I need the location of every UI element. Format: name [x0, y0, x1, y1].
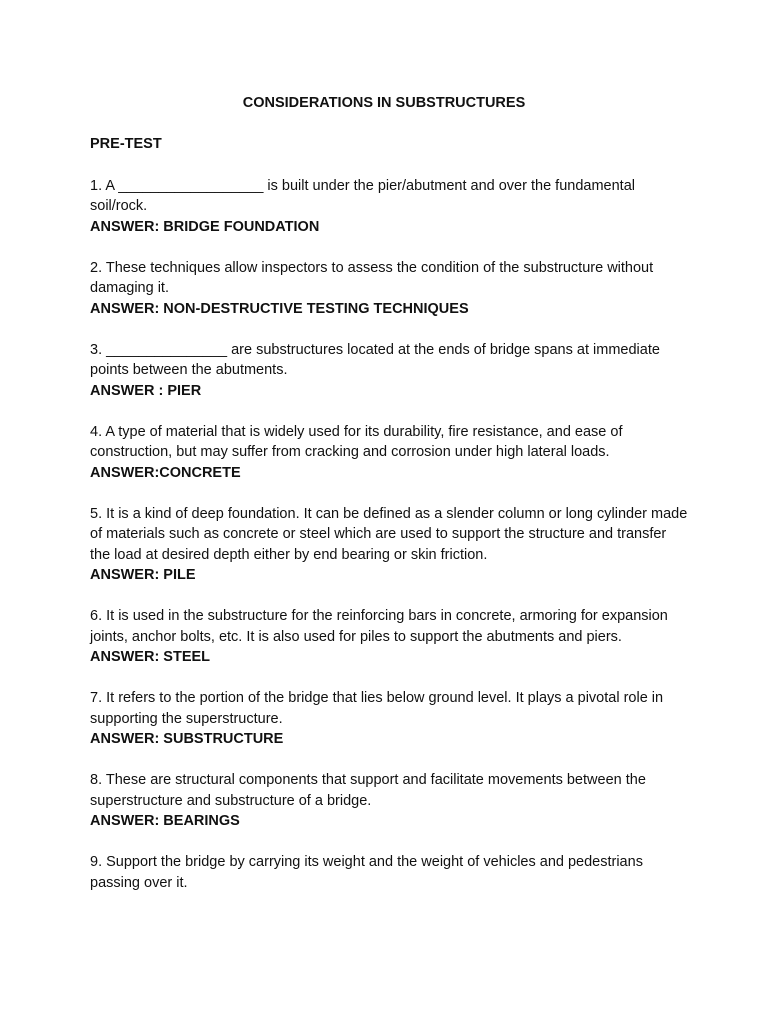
document-body	[90, 134, 690, 914]
answer-text: ANSWER: BEARINGS	[90, 813, 240, 829]
question-item-4	[90, 422, 690, 484]
document-title: CONSIDERATIONS IN SUBSTRUCTURES	[242, 95, 526, 111]
answer-text: ANSWER: STEEL	[90, 649, 211, 665]
question-text: 4. A type of material that is widely used for its durability, fire resistance, and ease of construction, but may suffer from cracking and corrosion under high lateral loads.	[90, 423, 623, 460]
answer-text: ANSWER:CONCRETE	[90, 464, 241, 481]
answer-text: ANSWER: PILE	[90, 567, 196, 583]
question-text: 8. These are structural components that support and facilitate movements between the superstructure and substructure of a bridge.	[90, 772, 646, 809]
question-text: 1. A __________________ is built under the pier/abutment and over the fundamental soil/rock.	[90, 177, 635, 214]
question-text: 2. These techniques allow inspectors to assess the condition of the substructure without damaging it.	[90, 259, 654, 296]
question-text: 3. _______________ are substructures located at the ends of bridge spans at immediate points between the abutments.	[90, 341, 660, 378]
answer-text: ANSWER: BRIDGE FOUNDATION	[90, 218, 320, 235]
question-item-7	[90, 688, 690, 750]
question-item-2	[90, 258, 690, 320]
question-item-1	[90, 176, 690, 238]
question-text: 9. Support the bridge by carrying its weight and the weight of vehicles and pedestrians passing over it.	[90, 854, 643, 891]
question-item-5	[90, 504, 690, 586]
question-item-3	[90, 340, 690, 402]
section-heading: PRE-TEST	[90, 136, 162, 152]
question-text: 6. It is used in the substructure for the reinforcing bars in concrete, armoring for expansion joints, anchor bolts, etc. It is also used for piles to support the abutments and piers.	[90, 608, 668, 645]
answer-text: ANSWER: NON-DESTRUCTIVE TESTING TECHNIQUES	[90, 300, 469, 317]
question-item-8	[90, 770, 690, 832]
question-text: 5. It is a kind of deep foundation. It can be defined as a slender column or long cylinder made of materials such as concrete or steel which are used to support the structure and transfer the load at desired depth either by end bearing or skin friction.	[90, 505, 688, 563]
question-text: 7. It refers to the portion of the bridge that lies below ground level. It plays a pivotal role in supporting the superstructure.	[90, 690, 664, 727]
question-item-6	[90, 606, 690, 668]
answer-text: ANSWER: SUBSTRUCTURE	[90, 731, 284, 747]
answer-text: ANSWER : PIER	[90, 382, 202, 399]
question-item-9	[90, 852, 690, 893]
